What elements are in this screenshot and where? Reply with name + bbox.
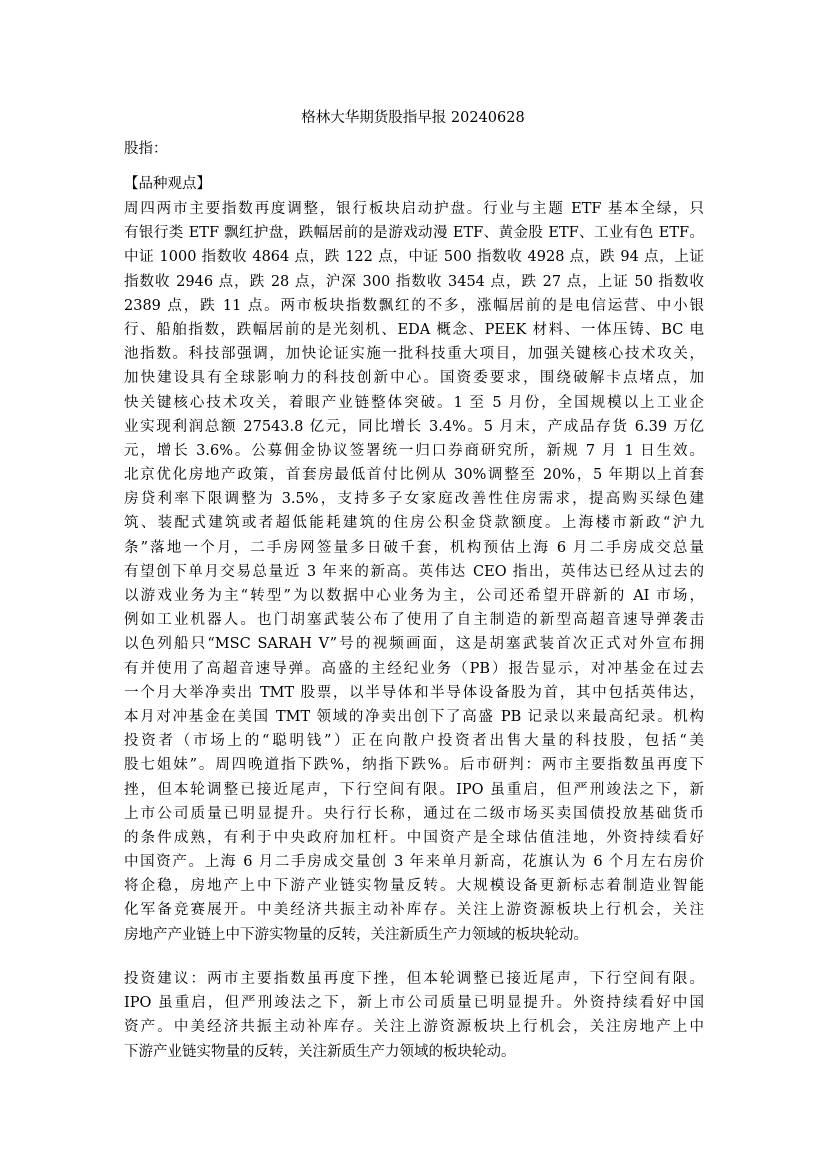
view-line: 业实现利润总额 27543.8 亿元，同比增长 3.4%。5 月末，产成品存货 6.39 万亿 [124, 418, 704, 435]
view-line: 有望创下单月交易总量近 3 年来的新高。英伟达 CEO 指出，英伟达已经从过去的 [124, 563, 704, 580]
view-line: 本月对冲基金在美国 TMT 领域的净卖出创下了高盛 PB 记录以来最高纪录。机构 [124, 708, 704, 725]
view-line: 条”落地一个月，二手房网签量多日破千套，机构预估上海 6 月二手房成交总量 [124, 539, 704, 556]
view-line: 周四两市主要指数再度调整，银行板块启动护盘。行业与主题 ETF 基本全绿，只 [124, 201, 704, 217]
view-line: 股七姐妹”。周四晚道指下跌%，纳指下跌%。后市研判：两市主要指数虽再度下 [124, 757, 704, 774]
view-line: 投资者（市场上的“聪明钱”）正在向散户投资者出售大量的科技股，包括“美 [124, 733, 704, 750]
view-line: 2389 点，跌 11 点。两市板块指数飘红的不多，涨幅居前的是电信运营、中小银 [124, 297, 704, 314]
view-line: 以色列船只“MSC SARAH V”号的视频画面，这是胡塞武装首次正式对外宣布拥 [124, 636, 704, 653]
advice-line: 资产。中美经济共振主动补库存。关注上游资源板块上行机会，关注房地产上中 [124, 1019, 704, 1036]
view-line: 池指数。科技部强调，加快论证实施一批科技重大项目，加强关键核心技术攻关， [124, 346, 704, 363]
view-line: 一个月大举净卖出 TMT 股票，以半导体和半导体设备股为首，其中包括英伟达， [124, 684, 704, 701]
view-line: 有并使用了高超音速导弹。高盛的主经纪业务（PB）报告显示，对冲基金在过去 [124, 660, 704, 677]
view-line: 的条件成熟，有利于中央政府加杠杆。中国资产是全球估值洼地，外资持续看好 [124, 829, 704, 846]
advice-paragraph [124, 967, 704, 1064]
section-label-stock-index: 股指： [124, 141, 168, 157]
view-line: 指数收 2946 点，跌 28 点，沪深 300 指数收 3454 点，跌 27 点，上证 50 指数收 [124, 273, 704, 290]
view-line: 将企稳，房地产上中下游产业链实物量反转。大规模设备更新标志着制造业智能 [124, 878, 704, 895]
view-line: 中证 1000 指数收 4864 点，跌 122 点，中证 500 指数收 4928 点，跌 94 点，上证 [124, 249, 704, 266]
view-line: 房地产产业链上中下游实物量的反转，关注新质生产力领域的板块轮动。 [124, 926, 588, 943]
advice-line: IPO 虽重启，但严刑竣法之下，新上市公司质量已明显提升。外资持续看好中国 [124, 995, 704, 1012]
view-line: 快关键核心技术攻关，着眼产业链整体突破。1 至 5 月份，全国规模以上工业企 [124, 394, 704, 411]
view-line: 元，增长 3.6%。公募佣金协议签署统一归口券商研究所，新规 7 月 1 日生效。 [124, 442, 704, 459]
view-line: 有银行类 ETF 飘红护盘，跌幅居前的是游戏动漫 ETF、黄金股 ETF、工业有色 ETF。 [124, 225, 704, 242]
subsection-label-views: 【品种观点】 [124, 176, 211, 192]
view-line: 上市公司质量已明显提升。央行行长称，通过在二级市场买卖国债投放基础货币 [124, 805, 704, 822]
view-line: 化军备竞赛展开。中美经济共振主动补库存。关注上游资源板块上行机会，关注 [124, 902, 704, 919]
view-line: 以游戏业务为主“转型”为以数据中心业务为主，公司还希望开辟新的 AI 市场， [124, 588, 704, 604]
view-line: 中国资产。上海 6 月二手房成交量创 3 年来单月新高，花旗认为 6 个月左右房价 [124, 854, 704, 871]
view-line: 筑、装配式建筑或者超低能耗建筑的住房公积金贷款额度。上海楼市新政“沪九 [124, 515, 704, 532]
view-line: 挫，但本轮调整已接近尾声，下行空间有限。IPO 虽重启，但严刑竣法之下，新 [124, 781, 704, 798]
view-line: 北京优化房地产政策，首套房最低首付比例从 30%调整至 20%，5 年期以上首套 [124, 467, 704, 484]
advice-line: 投资建议：两市主要指数虽再度下挫，但本轮调整已接近尾声，下行空间有限。 [124, 971, 704, 987]
view-line: 加快建设具有全球影响力的科技创新中心。国资委要求，围绕破解卡点堵点，加 [124, 370, 704, 387]
page-title: 格林大华期货股指早报 20240628 [301, 110, 525, 126]
advice-line: 下游产业链实物量的反转，关注新质生产力领域的板块轮动。 [124, 1043, 516, 1060]
view-line: 行、船舶指数，跌幅居前的是光刻机、EDA 概念、PEEK 材料、一体压铸、BC 电 [124, 321, 704, 338]
view-paragraph [124, 197, 704, 947]
view-line: 例如工业机器人。也门胡塞武装公布了使用了自主制造的新型高超音速导弹袭击 [124, 612, 704, 629]
view-line: 房贷利率下限调整为 3.5%，支持多子女家庭改善性住房需求，提高购买绿色建 [124, 491, 704, 508]
